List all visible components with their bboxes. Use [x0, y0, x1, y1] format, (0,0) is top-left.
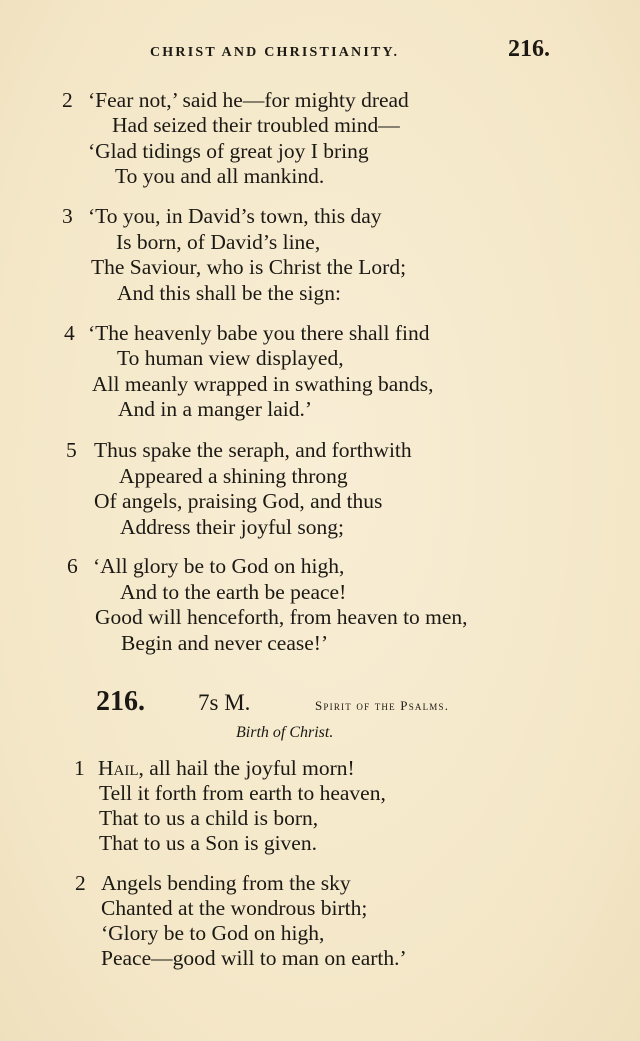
drop-cap: H — [98, 756, 114, 780]
verse-line: And in a manger laid.’ — [118, 397, 313, 421]
verse-line: To you and all mankind. — [115, 164, 325, 188]
verse-line: Appeared a shining throng — [119, 464, 348, 488]
verse-line: Is born, of David’s line, — [116, 230, 321, 254]
stanza-number: 3 — [62, 204, 73, 228]
verse-line: Of angels, praising God, and thus — [94, 489, 383, 513]
hymn-number: 216. — [96, 686, 145, 717]
verse-line: ‘Fear not,’ said he—for mighty dread — [88, 88, 409, 112]
hymn-heading — [0, 686, 640, 720]
stanza-number: 4 — [64, 321, 75, 345]
page-number: 216. — [508, 36, 550, 62]
verse-line: ‘Glad tidings of great joy I bring — [88, 139, 369, 163]
verse-line: ‘To you, in David’s town, this day — [88, 204, 382, 228]
verse-line: ‘The heavenly babe you there shall find — [88, 321, 430, 345]
verse-line: Chanted at the wondrous birth; — [101, 896, 368, 920]
verse-line: Thus spake the seraph, and forthwith — [94, 438, 412, 462]
verse-line: And to the earth be peace! — [120, 580, 347, 604]
first-word-rest: ail — [113, 756, 139, 780]
verse-line: The Saviour, who is Christ the Lord; — [91, 255, 407, 279]
running-header: CHRIST AND CHRISTIANITY. — [150, 45, 400, 60]
verse-line: That to us a child is born, — [99, 806, 319, 830]
verse-line: Tell it forth from earth to heaven, — [99, 781, 386, 805]
verse-line: To human view displayed, — [117, 346, 344, 370]
verse-line: Angels bending from the sky — [101, 871, 351, 895]
verse-line: ‘Glory be to God on high, — [101, 921, 325, 945]
first-line-rest: , all hail the joyful morn! — [138, 756, 355, 780]
verse-line: Had seized their troubled mind— — [112, 113, 400, 137]
verse-line: That to us a Son is given. — [99, 831, 317, 855]
hymn-subtitle: Birth of Christ. — [236, 724, 334, 741]
verse-line: Good will henceforth, from heaven to men, — [95, 605, 468, 629]
stanza-number: 1 — [74, 756, 85, 780]
verse-line-first — [98, 758, 355, 780]
verse-line: And this shall be the sign: — [117, 281, 341, 305]
hymn-meter: 7s M. — [198, 690, 251, 715]
hymn-source: Spirit of the Psalms. — [315, 698, 450, 713]
verse-line: All meanly wrapped in swathing bands, — [92, 372, 434, 396]
stanza-number: 2 — [75, 871, 86, 895]
verse-line: ‘All glory be to God on high, — [93, 554, 345, 578]
stanza-number: 2 — [62, 88, 73, 112]
stanza-number: 6 — [67, 554, 78, 578]
verse-line: Peace—good will to man on earth.’ — [101, 946, 407, 970]
stanza-number: 5 — [66, 438, 77, 462]
verse-line: Begin and never cease!’ — [121, 631, 329, 655]
verse-line: Address their joyful song; — [120, 515, 344, 539]
